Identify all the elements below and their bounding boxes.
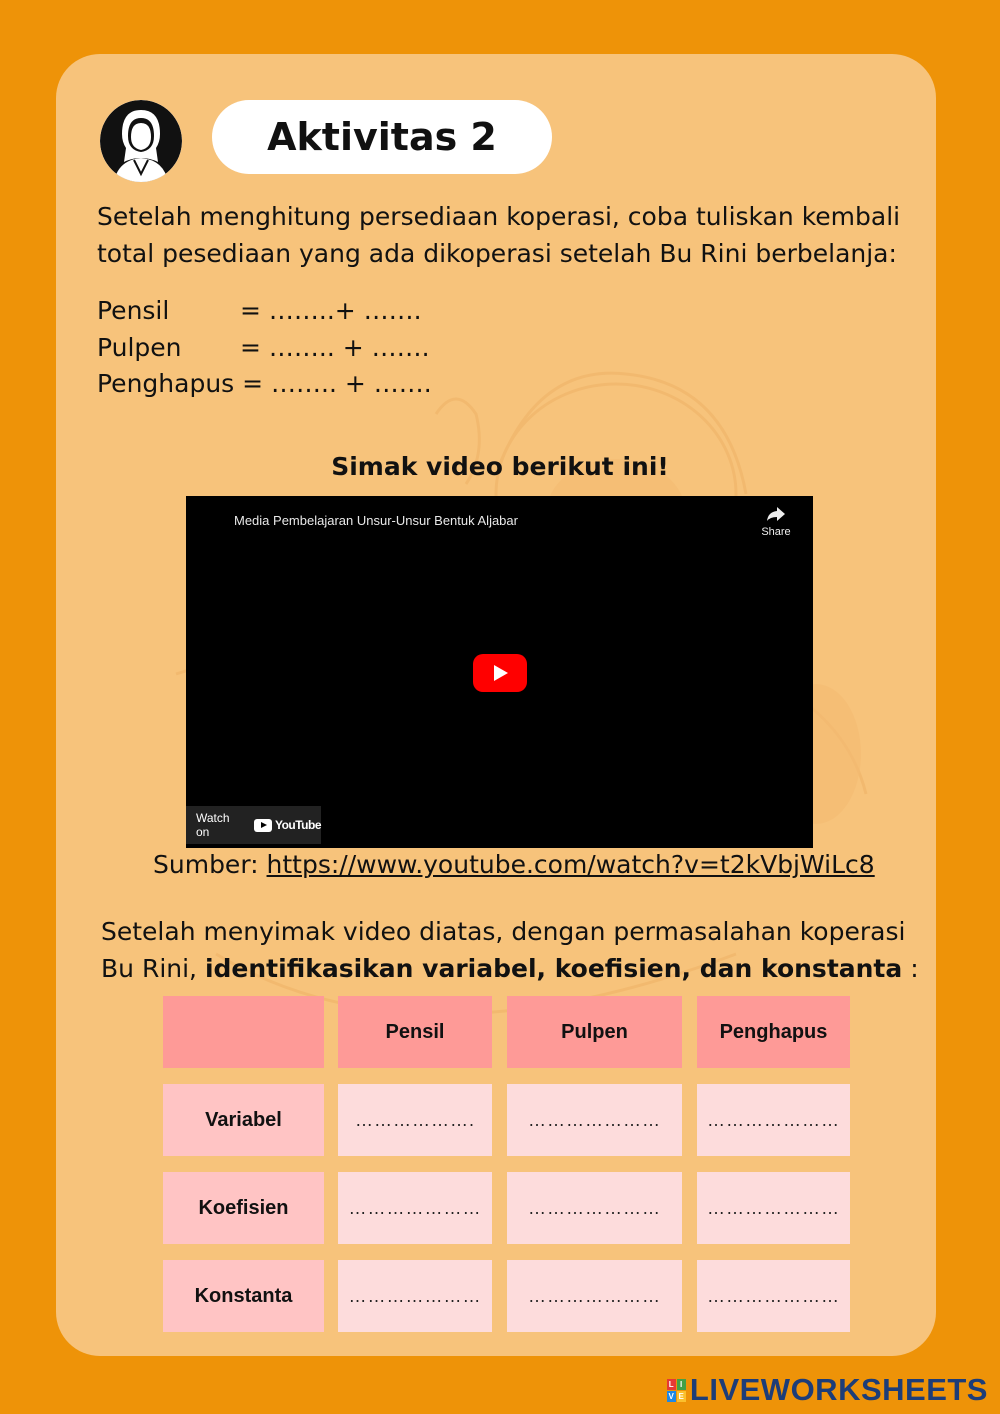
brand-name: LIVEWORKSHEETS bbox=[689, 1372, 988, 1407]
source-link[interactable]: https://www.youtube.com/watch?v=t2kVbjWiLc8 bbox=[266, 850, 875, 879]
share-label: Share bbox=[761, 526, 791, 538]
instruction-prefix: Setelah menyimak video diatas, dengan permasalahan koperasi Bu Rini, bbox=[101, 917, 906, 983]
live-letter: I bbox=[677, 1379, 686, 1390]
answer-field[interactable]: ………………… bbox=[507, 1084, 682, 1156]
scientist-portrait bbox=[100, 100, 182, 182]
liveworksheets-logo[interactable] bbox=[667, 1372, 988, 1408]
answer-field[interactable]: ………………… bbox=[697, 1084, 850, 1156]
equation-expression[interactable]: = …….. + ……. bbox=[240, 332, 430, 362]
watch-on-label: Watch on bbox=[196, 811, 230, 839]
youtube-embed[interactable] bbox=[186, 496, 813, 848]
youtube-play-icon bbox=[254, 819, 272, 832]
row-label-variabel: Variabel bbox=[163, 1084, 324, 1156]
intro-text: Setelah menghitung persediaan koperasi, coba tuliskan kembali total pesediaan yang ada dikoperasi setelah Bu Rini berbelanja: bbox=[97, 202, 901, 268]
equation-row bbox=[97, 330, 432, 367]
share-arrow-icon bbox=[766, 506, 786, 522]
equation-list bbox=[97, 293, 432, 403]
answer-field[interactable]: ………………… bbox=[338, 1260, 492, 1332]
youtube-wordmark: YouTube bbox=[274, 818, 321, 832]
instruction-text bbox=[101, 913, 921, 987]
watch-on-youtube-button[interactable] bbox=[186, 806, 321, 844]
portrait-icon bbox=[100, 100, 182, 182]
equation-row bbox=[97, 366, 432, 403]
answer-field[interactable]: ………………. bbox=[338, 1084, 492, 1156]
instruction-bold: identifikasikan variabel, koefisien, dan konstanta bbox=[204, 954, 903, 983]
column-header-pulpen: Pulpen bbox=[507, 996, 682, 1068]
row-label-koefisien: Koefisien bbox=[163, 1172, 324, 1244]
row-label-konstanta: Konstanta bbox=[163, 1260, 324, 1332]
live-letter: L bbox=[668, 1379, 675, 1389]
column-header-penghapus: Penghapus bbox=[697, 996, 850, 1068]
table-corner-cell bbox=[163, 996, 324, 1068]
video-heading: Simak video berikut ini! bbox=[331, 452, 669, 481]
answer-field[interactable]: ………………… bbox=[507, 1260, 682, 1332]
equation-item-name: Penghapus bbox=[97, 369, 235, 398]
answer-field[interactable]: ………………… bbox=[507, 1172, 682, 1244]
play-button[interactable] bbox=[473, 654, 527, 692]
equation-item-name: Pensil bbox=[97, 296, 170, 325]
equation-expression[interactable]: = ……..+ ……. bbox=[240, 296, 422, 325]
video-title[interactable]: Media Pembelajaran Unsur-Unsur Bentuk Aljabar bbox=[234, 513, 518, 528]
instruction-suffix: : bbox=[902, 954, 919, 983]
answer-field[interactable]: ………………… bbox=[697, 1260, 850, 1332]
live-letter: V bbox=[668, 1391, 675, 1401]
column-header-pensil: Pensil bbox=[338, 996, 492, 1068]
live-letter: E bbox=[678, 1391, 685, 1401]
equation-row bbox=[97, 293, 432, 330]
answer-field[interactable]: ………………… bbox=[338, 1172, 492, 1244]
live-grid-icon bbox=[667, 1379, 686, 1402]
equation-item-name: Pulpen bbox=[97, 332, 182, 362]
equation-expression[interactable]: = …….. + ……. bbox=[234, 369, 432, 398]
share-button[interactable] bbox=[761, 506, 791, 538]
source-line bbox=[153, 847, 875, 883]
youtube-logo bbox=[254, 818, 321, 832]
source-label: Sumber: bbox=[153, 850, 267, 879]
answer-field[interactable]: ………………… bbox=[697, 1172, 850, 1244]
activity-title: Aktivitas 2 bbox=[212, 100, 552, 174]
